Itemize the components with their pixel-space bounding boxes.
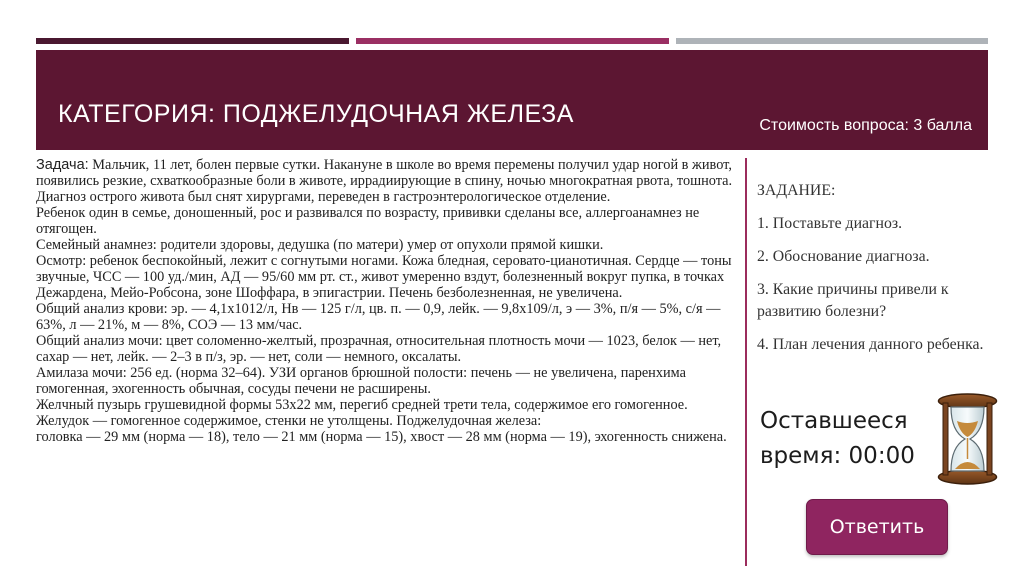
answer-button[interactable]: Ответить [806,499,948,555]
task-paragraph-text: Мальчик, 11 лет, болен первые сутки. Накануне в школе во время перемены получил удар ногой в живот, появились резкие, схваткообразные боли в животе, иррадиирующие в спину, ночью многократная рвота, тошнота. Диагноз острого живота был снят хирургами, переведен в гастроэнтерологическое отделение. [36,157,733,205]
assignment-item: 3. Какие причины привели к развитию болезни? [757,281,949,320]
task-text [36,157,741,445]
hourglass-icon [935,393,1000,485]
task-paragraph: Семейный анамнез: родители здоровы, дедушка (по матери) умер от опухоли прямой кишки. [36,237,604,253]
question-cost: Стоимость вопроса: 3 балла [759,117,972,134]
assignment-item: 4. План лечения данного ребенка. [757,336,984,353]
task-paragraph [36,157,741,205]
assignment-item: 2. Обоснование диагноза. [757,248,930,265]
assignment-panel [757,180,1007,367]
assignment-heading: ЗАДАНИЕ: [757,182,836,199]
assignment-item: 1. Поставьте диагноз. [757,215,903,232]
top-stripe-gray [676,38,988,44]
header-band [36,50,988,150]
task-paragraph: Общий анализ крови: эр. — 4,1x1012/л, Нв — 125 г/л, цв. п. — 0,9, лейк. — 9,8x109/л, э — 3%, п/я — 5%, с/я — 63%, л — 21%, м — 8%, СОЭ — 13 мм/час. [36,301,721,333]
task-label: Задача: [36,157,89,173]
task-paragraph: Осмотр: ребенок беспокойный, лежит с согнутыми ногами. Кожа бледная, серовато-цианотичная. Сердце — тоны звучные, ЧСС — 100 уд./мин, АД — 95/60 мм рт. ст., живот умеренно вздут, болезненный вокруг пупка, в точках Дежардена, Мейо-Робсона, зоне Шоффара, в эпигастрии. Печень безболезненная, не увеличена. [36,253,732,301]
top-stripe-dark [36,38,349,44]
top-stripe-magenta [356,38,669,44]
remaining-time: Оставшееся время: 00:00 [760,408,915,469]
task-paragraph: головка — 29 мм (норма — 18), тело — 21 мм (норма — 15), хвост — 28 мм (норма — 19), эхогенность снижена. [36,429,727,445]
task-paragraph: Общий анализ мочи: цвет соломенно-желтый, прозрачная, относительная плотность мочи — 1023, белок — нет, сахар — нет, лейк. — 2–3 в п/з, эр. — нет, соли — немного, оксалаты. [36,333,722,365]
task-paragraph: Желчный пузырь грушевидной формы 53х22 мм, перегиб средней трети тела, содержимое его гомогенное. Желудок — гомогенное содержимое, стенки не утолщены. Поджелудочная железа: [36,397,688,429]
vertical-divider [745,158,747,566]
category-title: КАТЕГОРИЯ: ПОДЖЕЛУДОЧНАЯ ЖЕЛЕЗА [58,100,574,128]
task-paragraph: Амилаза мочи: 256 ед. (норма 32–64). УЗИ органов брюшной полости: печень — не увеличена, паренхима гомогенная, эхогенность обычная, сосуды печени не расширены. [36,365,686,397]
task-paragraph: Ребенок один в семье, доношенный, рос и развивался по возрасту, прививки сделаны все, аллергоанамнез не отягощен. [36,205,700,237]
